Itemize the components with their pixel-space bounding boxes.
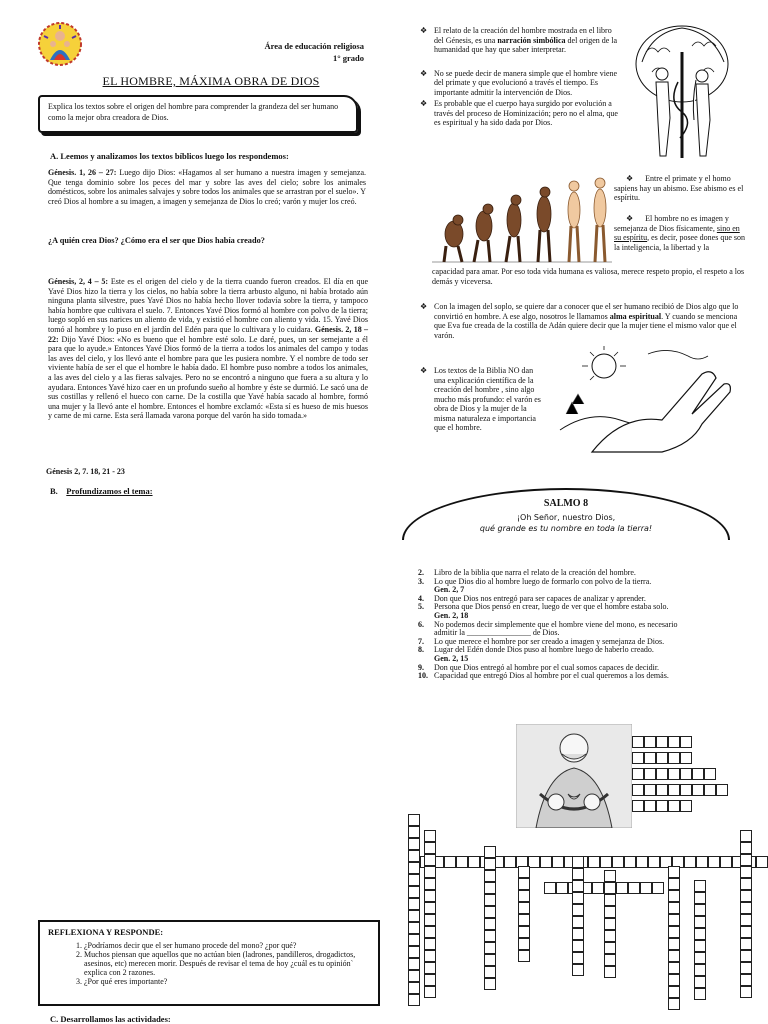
genesis-2-ref: Génesis, 2, 4 – 5: — [48, 277, 109, 286]
crossword-cell[interactable] — [518, 926, 530, 938]
diamond-bullet-icon: ❖ — [626, 174, 634, 183]
crossword-cell[interactable] — [740, 926, 752, 938]
crossword-cell[interactable] — [740, 986, 752, 998]
crossword-cell[interactable] — [740, 878, 752, 890]
crossword-cell[interactable] — [656, 800, 668, 812]
crossword-cell[interactable] — [612, 856, 624, 868]
clue-number: 2. — [418, 568, 424, 577]
crossword-cell[interactable] — [692, 768, 704, 780]
crossword-cell[interactable] — [648, 856, 660, 868]
crossword-cell[interactable] — [408, 898, 420, 910]
crossword-cell[interactable] — [668, 926, 680, 938]
crossword-cell[interactable] — [680, 768, 692, 780]
crossword-cell[interactable] — [680, 736, 692, 748]
crossword-cell[interactable] — [656, 768, 668, 780]
crossword-cell[interactable] — [694, 988, 706, 1000]
crossword-cell[interactable] — [572, 892, 584, 904]
crossword-cell[interactable] — [628, 882, 640, 894]
clue-text: Libro de la biblia que narra el relato de la creación del hombre. — [434, 568, 636, 577]
objective-box — [38, 95, 358, 133]
crossword-cell[interactable] — [518, 878, 530, 890]
area-label: Área de educación religiosa — [264, 41, 364, 51]
reflexiona-box — [38, 920, 380, 1006]
course-header — [238, 40, 364, 64]
page-title: EL HOMBRE, MÁXIMA OBRA DE DIOS — [102, 74, 320, 88]
crossword-cell[interactable] — [408, 838, 420, 850]
crossword-cell[interactable] — [632, 768, 644, 780]
genesis-1-passage — [48, 168, 366, 206]
crossword-cell[interactable] — [484, 906, 496, 918]
clue-text: admitir la ________________ de Dios. — [434, 628, 560, 638]
crossword-cell[interactable] — [408, 958, 420, 970]
clue-number: 7. — [418, 636, 424, 646]
crossword-cell[interactable] — [484, 858, 496, 870]
crossword-cell[interactable] — [680, 784, 692, 796]
reflexiona-item: 1. ¿Podríamos decir que el ser humano procede del mono? ¿por qué? — [84, 941, 370, 950]
crossword-cell[interactable] — [484, 930, 496, 942]
section-b-title: Profundizamos el tema: — [66, 486, 153, 496]
crossword-cell[interactable] — [518, 950, 530, 962]
crossword-cell[interactable] — [684, 856, 696, 868]
clue-text: Lugar del Edén donde Dios puso al hombre luego de haberlo creado. — [434, 645, 654, 655]
crossword-cell[interactable] — [720, 856, 732, 868]
diamond-bullet-icon: ❖ — [420, 302, 428, 311]
crossword-cell[interactable] — [716, 784, 728, 796]
crossword-cell[interactable] — [740, 938, 752, 950]
crossword-cell[interactable] — [632, 784, 644, 796]
clue-item — [418, 672, 738, 681]
crossword-cell[interactable] — [668, 800, 680, 812]
crossword-cell[interactable] — [600, 856, 612, 868]
crossword-cell[interactable] — [668, 890, 680, 902]
crossword-cell[interactable] — [484, 978, 496, 990]
clue-item — [418, 578, 738, 587]
crossword-cell[interactable] — [604, 930, 616, 942]
crossword-cell[interactable] — [408, 934, 420, 946]
crossword-cell[interactable] — [668, 752, 680, 764]
section-b-letter: B. — [50, 486, 58, 496]
crossword-cell[interactable] — [572, 868, 584, 880]
crossword-cell[interactable] — [424, 926, 436, 938]
crossword-cell[interactable] — [632, 752, 644, 764]
crossword-cell[interactable] — [740, 962, 752, 974]
crossword-cell[interactable] — [604, 870, 616, 882]
crossword-cell[interactable] — [704, 768, 716, 780]
crossword-cell[interactable] — [668, 902, 680, 914]
crossword-cell[interactable] — [694, 916, 706, 928]
crossword-cell[interactable] — [740, 974, 752, 986]
crossword-cell[interactable] — [572, 904, 584, 916]
crossword-cell[interactable] — [408, 850, 420, 862]
crossword-cell[interactable] — [544, 882, 556, 894]
crossword-cell[interactable] — [408, 982, 420, 994]
clue-text: Capacidad que entregó Dios al hombre por el cual queremos a los demás. — [434, 671, 669, 681]
genesis-refs: Génesis 2, 7. 18, 21 - 23 — [46, 467, 125, 476]
clue-number: 8. — [418, 645, 424, 655]
crossword-cell[interactable] — [708, 856, 720, 868]
diamond-bullet-icon: ❖ — [420, 99, 428, 108]
clue-number: 6. — [418, 619, 424, 629]
crossword-cell[interactable] — [572, 880, 584, 892]
crossword-cell[interactable] — [656, 752, 668, 764]
crossword-cell[interactable] — [408, 814, 420, 826]
crossword-cell[interactable] — [668, 938, 680, 950]
crossword-cell[interactable] — [632, 800, 644, 812]
crossword-cell[interactable] — [694, 892, 706, 904]
salmo-title: SALMO 8 — [543, 498, 589, 509]
clue-text: Gen. 2, 18 — [434, 610, 469, 620]
crossword-cell[interactable] — [668, 768, 680, 780]
crossword-cell[interactable] — [694, 880, 706, 892]
crossword-cell[interactable] — [572, 916, 584, 928]
crossword-cell[interactable] — [668, 784, 680, 796]
crossword-cell[interactable] — [668, 962, 680, 974]
genesis-1-text: Luego dijo Dios: «Hagamos al ser humano a nuestra imagen y semejanza. Que tenga dominio sobre los peces del mar y sobre las aves del cielo; sobre los animales domésticos, sobre los animales salvajes y sobre todos los animales que se arrastran por el suelo». Y creó Dios al hombre a su imagen, a imagen y semejanza de Dios lo creó; varón y mujer los creó. — [48, 168, 367, 206]
crossword-cell[interactable] — [484, 942, 496, 954]
clue-text: Don que Dios entregó al hombre por el cual somos capaces de decidir. — [434, 662, 660, 672]
crossword-cell[interactable] — [668, 998, 680, 1010]
crossword-cell[interactable] — [680, 800, 692, 812]
crossword-cell[interactable] — [572, 856, 584, 868]
crossword-cell[interactable] — [408, 994, 420, 1006]
bullet-textos: ❖ Los textos de la Biblia NO dan una explicación científica de la creación del hombre , sino algo mucho más profundo: el varón es obra de Dios y la mujer de la misma naturaleza e importancia que el hombre. — [420, 366, 541, 432]
adam-eve-eden-illustration — [632, 22, 732, 160]
crossword-cell[interactable] — [552, 856, 564, 868]
crossword-cell[interactable] — [656, 784, 668, 796]
crossword-cell[interactable] — [694, 976, 706, 988]
crossword-cell[interactable] — [572, 964, 584, 976]
bullet-imagen-continuation: capacidad para amar. Por eso toda vida humana es valiosa, merece respeto propio, el respeto a los demás y viceversa. — [432, 267, 745, 286]
crossword-cell[interactable] — [408, 922, 420, 934]
crossword-cell[interactable] — [408, 874, 420, 886]
crossword-cell[interactable] — [740, 830, 752, 842]
embrace-illustration — [516, 724, 632, 828]
crossword-cell[interactable] — [424, 842, 436, 854]
bullet-soplo: ❖ Con la imagen del soplo, se quiere dar a conocer que el ser humano recibió de Dios algo que lo convirtió en hombre. A ese algo, nosotros le llamamos alma espiritual. Y cuando se menciona que Eva fue creada de la costilla de Adán quiere decir que la mujer tiene el mismo valor que el varón. — [420, 302, 739, 340]
crossword-cell[interactable] — [740, 890, 752, 902]
crossword-cell[interactable] — [644, 768, 656, 780]
creation-hand-illustration — [552, 344, 736, 456]
crossword-cell[interactable] — [636, 856, 648, 868]
crossword-cell[interactable] — [424, 950, 436, 962]
crossword-cell[interactable] — [408, 910, 420, 922]
reflexiona-item: 2. Muchos piensan que aquellos que no actúan bien (ladrones, pandilleros, drogadictos, asesinos, etc) merecen morir. Después de revisar el tema de hoy ¿cuál es tu opinión` explica con 2 razones. — [84, 950, 370, 977]
crossword-cell[interactable] — [756, 856, 768, 868]
crossword-cell[interactable] — [694, 964, 706, 976]
diamond-bullet-icon: ❖ — [626, 214, 634, 223]
crossword-cell[interactable] — [668, 878, 680, 890]
crossword-cell[interactable] — [540, 856, 552, 868]
crossword-cell[interactable] — [604, 954, 616, 966]
crossword-cell[interactable] — [484, 918, 496, 930]
crossword-cell[interactable] — [604, 906, 616, 918]
crossword-cell[interactable] — [408, 946, 420, 958]
crossword-cell[interactable] — [484, 954, 496, 966]
clue-text: Don que Dios nos entregó para ser capaces de analizar y aprender. — [434, 593, 646, 603]
clue-text: Persona que Dios pensó en crear, luego de ver que el hombre estaba solo. — [434, 602, 669, 612]
clue-number: 4. — [418, 593, 424, 603]
section-a-heading: A. Leemos y analizamos los textos bíblicos luego los respondemos: — [50, 151, 289, 161]
genesis-3-text: Dijo Yavé Dios: «No es bueno que el hombre esté solo. Le daré, pues, un ser semejante a él para que lo ayude.» Entonces Yavé Dios formó de la tierra a todos los animales del campo y todas las aves del cielo, y los llevó ante el hombre para que les pusiera nombre. Y el nombre de todo ser viviente había de ser el que el hombre le había dado. El hombre puso nombre a todos los animales, a las aves del cielo y a las fieras salvajes. Pero no se encontró a ninguno que fuera a su altura y lo ayudara. Entonces Yavé hizo caer en un profundo sueño al hombre y éste se durmió. Le sacó una de sus costillas y rellenó el hueco con carne. De la costilla que Yavé había sacado al hombre, formó una mujer y la llevó ante el hombre. Entonces el hombre exclamó: «Esta sí es hueso de mis huesos y carne de mi carne. Esta será llamada varona porque del varón ha sido tomada.» — [48, 334, 369, 421]
crossword-cell[interactable] — [484, 894, 496, 906]
crossword-cell[interactable] — [556, 882, 568, 894]
section-b-heading — [50, 487, 290, 497]
grade-label: 1° grado — [332, 53, 364, 63]
bullet-item: ❖ No se puede decir de manera simple que el hombre viene del primate y que evolucionó a través el tiempo. Es importante admitir la intervención de Dios. — [420, 68, 618, 97]
crossword-cell[interactable] — [668, 950, 680, 962]
crossword-cell[interactable] — [644, 736, 656, 748]
crossword-cell[interactable] — [704, 784, 716, 796]
crossword-cell[interactable] — [604, 894, 616, 906]
crossword-cell[interactable] — [588, 856, 600, 868]
crossword-cell[interactable] — [656, 736, 668, 748]
crossword-cell[interactable] — [740, 914, 752, 926]
crossword-cell[interactable] — [504, 856, 516, 868]
crossword-cell[interactable] — [668, 866, 680, 878]
crossword-cell[interactable] — [694, 952, 706, 964]
crossword-cell[interactable] — [518, 938, 530, 950]
genesis-3-ref: Génesis. 2, 18 –22: — [48, 324, 368, 344]
reflexiona-title: REFLEXIONA Y RESPONDE: — [48, 927, 164, 937]
crossword-cell[interactable] — [456, 856, 468, 868]
crossword-cell[interactable] — [604, 966, 616, 978]
crossword-cell[interactable] — [484, 870, 496, 882]
crossword-cell[interactable] — [484, 882, 496, 894]
salmo-line-2: qué grande es tu nombre en toda la tierra! — [479, 524, 653, 533]
crossword-cell[interactable] — [408, 862, 420, 874]
crossword-cell[interactable] — [592, 882, 604, 894]
diamond-bullet-icon: ❖ — [420, 26, 428, 35]
crossword-cell[interactable] — [604, 942, 616, 954]
genesis-1-ref: Génesis. 1, 26 – 27: — [48, 168, 117, 177]
crossword-cell[interactable] — [424, 974, 436, 986]
diamond-bullet-icon: ❖ — [420, 68, 428, 78]
crossword-cell[interactable] — [740, 854, 752, 866]
crossword-cell[interactable] — [424, 914, 436, 926]
section-c-heading: C. Desarrollamos las actividades: — [50, 1014, 171, 1024]
crossword-cell[interactable] — [740, 842, 752, 854]
crossword-cell[interactable] — [572, 940, 584, 952]
crossword-cell[interactable] — [644, 784, 656, 796]
crossword-cell[interactable] — [632, 736, 644, 748]
crossword-cell[interactable] — [616, 882, 628, 894]
crossword-cell[interactable] — [740, 950, 752, 962]
crossword-cell[interactable] — [518, 914, 530, 926]
reflexiona-item: 3. ¿Por qué eres importante? — [84, 977, 370, 986]
crossword-cell[interactable] — [680, 752, 692, 764]
clue-number: 3. — [418, 576, 424, 586]
diamond-bullet-icon: ❖ — [420, 366, 428, 375]
crossword-cell[interactable] — [604, 882, 616, 894]
school-logo — [36, 22, 84, 66]
crossword-cell[interactable] — [624, 856, 636, 868]
crossword-cell[interactable] — [408, 826, 420, 838]
crossword-cell[interactable] — [572, 952, 584, 964]
crossword-cell[interactable] — [424, 854, 436, 866]
objective-text: Explica los textos sobre el origen del hombre para comprender la grandeza del ser humano como la mejor obra creadora de Dios. — [48, 102, 339, 122]
crossword-cell[interactable] — [740, 866, 752, 878]
crossword-cell[interactable] — [694, 940, 706, 952]
crossword-cell[interactable] — [692, 784, 704, 796]
crossword-cell[interactable] — [424, 902, 436, 914]
crossword-cell[interactable] — [484, 846, 496, 858]
crossword-cell[interactable] — [424, 866, 436, 878]
crossword-cell[interactable] — [424, 986, 436, 998]
crossword-cell[interactable] — [668, 974, 680, 986]
crossword-cell[interactable] — [640, 882, 652, 894]
crossword-cell[interactable] — [424, 938, 436, 950]
crossword-cell[interactable] — [518, 902, 530, 914]
crossword-cell[interactable] — [408, 970, 420, 982]
crossword-clues — [418, 569, 738, 681]
bullet-abismo: ❖ Entre el primate y el homo sapiens hay un abismo. Ese abismo es el espíritu. — [614, 174, 744, 202]
human-evolution-illustration — [432, 168, 612, 266]
question-1: ¿A quién crea Dios? ¿Cómo era el ser que Dios había creado? — [48, 236, 265, 245]
clue-text: Lo que Dios dio al hombre luego de formarlo con polvo de la tierra. — [434, 576, 652, 586]
clue-text: No podemos decir simplemente que el hombre viene del mono, es necesario — [434, 619, 678, 629]
crossword-cell[interactable] — [424, 878, 436, 890]
clue-number: 9. — [418, 662, 424, 672]
bullet-list-top — [420, 26, 620, 128]
clue-text: Gen. 2, 7 — [434, 585, 465, 595]
crossword-cell[interactable] — [652, 882, 664, 894]
bullet-item: ❖ Es probable que el cuerpo haya surgido por evolución a través del proceso de Hominización; pero no el alma, que es espiritual y ha sido dada por Dios. — [420, 99, 618, 127]
crossword-cell[interactable] — [572, 928, 584, 940]
crossword-cell[interactable] — [694, 928, 706, 940]
genesis-2-passage — [48, 277, 368, 421]
crossword-cell[interactable] — [668, 736, 680, 748]
crossword-cell[interactable] — [740, 902, 752, 914]
crossword-cell[interactable] — [668, 986, 680, 998]
crossword-cell[interactable] — [484, 966, 496, 978]
crossword-cell[interactable] — [644, 752, 656, 764]
crossword-cell[interactable] — [424, 830, 436, 842]
salmo-banner — [402, 488, 730, 540]
crossword-cell[interactable] — [696, 856, 708, 868]
crossword-cell[interactable] — [424, 962, 436, 974]
clue-number: 5. — [418, 602, 424, 612]
bullet-imagen: ❖ El hombre no es imagen y semejanza de Dios físicamente, sino en su espíritu, es decir, posee dones que son la inteligencia, la libertad y la — [614, 214, 745, 252]
bullet-item: ❖ El relato de la creación del hombre mostrada en el libro del Génesis, es una narración simbólica del origen de la humanidad que hay que saber interpretar. — [420, 26, 618, 54]
crossword-cell[interactable] — [518, 866, 530, 878]
reflexiona-list — [48, 941, 370, 986]
crossword-cell[interactable] — [444, 856, 456, 868]
crossword-cell[interactable] — [694, 904, 706, 916]
crossword-cell[interactable] — [644, 800, 656, 812]
clue-number: 10. — [418, 671, 428, 681]
crossword-cell[interactable] — [604, 918, 616, 930]
crossword-cell[interactable] — [408, 886, 420, 898]
crossword-cell[interactable] — [468, 856, 480, 868]
clue-text: Lo que merece el hombre por ser creado a imagen y semejanza de Dios. — [434, 636, 665, 646]
crossword-cell[interactable] — [518, 890, 530, 902]
genesis-2-text: Este es el origen del cielo y de la tierra cuando fueron creados. El día en que Yavé Dios hizo la tierra y los cielos, no había sobre la tierra arbusto alguno, ni había brotado aún ninguna planta silvestre, pues Yavé Dios no había hecho llover todavía sobre la tierra, y tampoco había hombre que cultivara el suelo. 7. Entonces Yavé Dios formó al hombre con polvo de la tierra; luego sopló en sus narices un aliento de vida, y existió el hombre con aliento y vida. 15. Yavé Dios tomó al hombre y lo puso en el jardín del Edén para que lo cultivara y lo cuidara. — [48, 277, 369, 334]
crossword-cell[interactable] — [668, 914, 680, 926]
salmo-line-1: ¡Oh Señor, nuestro Dios, — [516, 513, 616, 522]
crossword-cell[interactable] — [424, 890, 436, 902]
clue-text: Gen. 2, 15 — [434, 653, 469, 663]
